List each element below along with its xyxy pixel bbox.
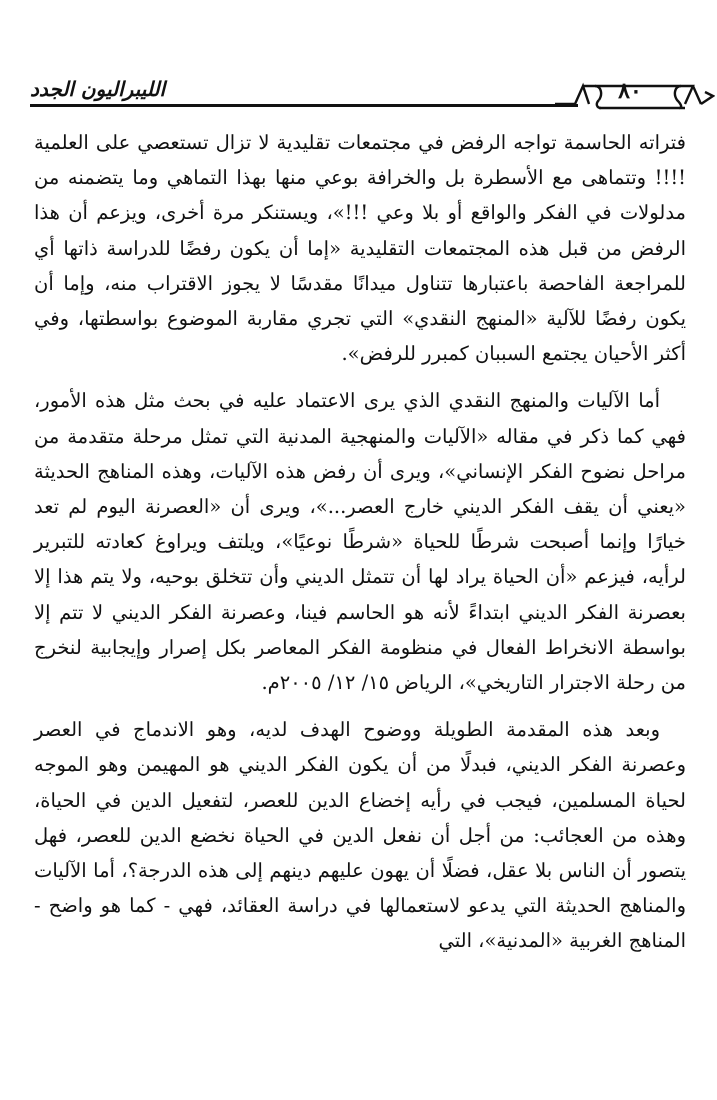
page-header (30, 74, 690, 114)
paragraph: وبعد هذه المقدمة الطويلة ووضوح الهدف لديه، وهو الاندماج في العصر وعصرنة الفكر الديني، فبدلًا من أن يكون الفكر الديني هو المهيمن وهو الموجه لحياة المسلمين، فيجب في رأيه إخضاع الدين للعصر، لتفعيل الدين في الحياة، وهذه من العجائب: من أجل أن نفعل الدين في الحياة نخضع الدين للعصر، فهل يتصور أن الناس بلا عقل، فضلًا أن يهون عليهم دينهم إلى هذه الدرجة؟، أما الآليات والمناهج الحديثة التي يدعو لاستعمالها في دراسة العقائد، فهي - كما هو واضح - المناهج الغربية «المدنية»، التي (34, 718, 686, 953)
paragraph: فتراته الحاسمة تواجه الرفض في مجتمعات تقليدية لا تزال تستعصي على العلمية !!!! وتتماهى مع الأسطرة بل والخرافة بوعي منها بهذا التماهي وما يتضمنه من مدلولات في الفكر والواقع أو بلا وعي !!!»، ويستنكر مرة أخرى، ويزعم أن هذا الرفض من قبل هذه المجتمعات التقليدية «إما أن يكون رفضًا للدراسة ذاتها أي للمراجعة الفاحصة باعتبارها تتناول ميدانًا مقدسًا لا يجوز الاقتراب منه، وإما أن يكون رفضًا للآلية «المنهج النقدي» التي تجري مقاربة الموضوع بواسطتها، وفي أكثر الأحيان يجتمع السببان كمبرر للرفض». (34, 131, 686, 366)
page-number: ٨٠ (618, 78, 642, 104)
header-rule (30, 104, 578, 107)
running-title: الليبراليون الجدد (30, 77, 166, 101)
paragraph: أما الآليات والمنهج النقدي الذي يرى الاعتماد عليه في بحث مثل هذه الأمور، فهي كما ذكر في مقاله «الآليات والمنهجية المدنية التي تمثل مرحلة متقدمة من مراحل نضوح الفكر الإنساني»، ويرى أن رفض هذه الآليات، وهذه المناهج الحديثة «يعني أن يقف الفكر الديني خارج العصر...»، ويرى أن «العصرنة اليوم لم تعد خيارًا وإنما أصبحت شرطًا للحياة «شرطًا نوعيًا»، ويلتف ويراوغ كعادته للتبرير لرأيه، فيزعم «أن الحياة يراد لها أن تتمثل الديني وأن تتخلق بوحيه، ولا يتم هذا إلا بعصرنة الفكر الديني ابتداءً لأنه هو الحاسم فينا، وعصرنة الفكر الديني لا تتم إلا بواسطة الانخراط الفعال في منظومة الفكر المعاصر بكل إصرار وإيجابية لنخرج من رحلة الاجترار التاريخي»، الرياض ١٥/ ١٢/ ٢٠٠٥م. (34, 389, 686, 695)
body-text (34, 125, 686, 959)
